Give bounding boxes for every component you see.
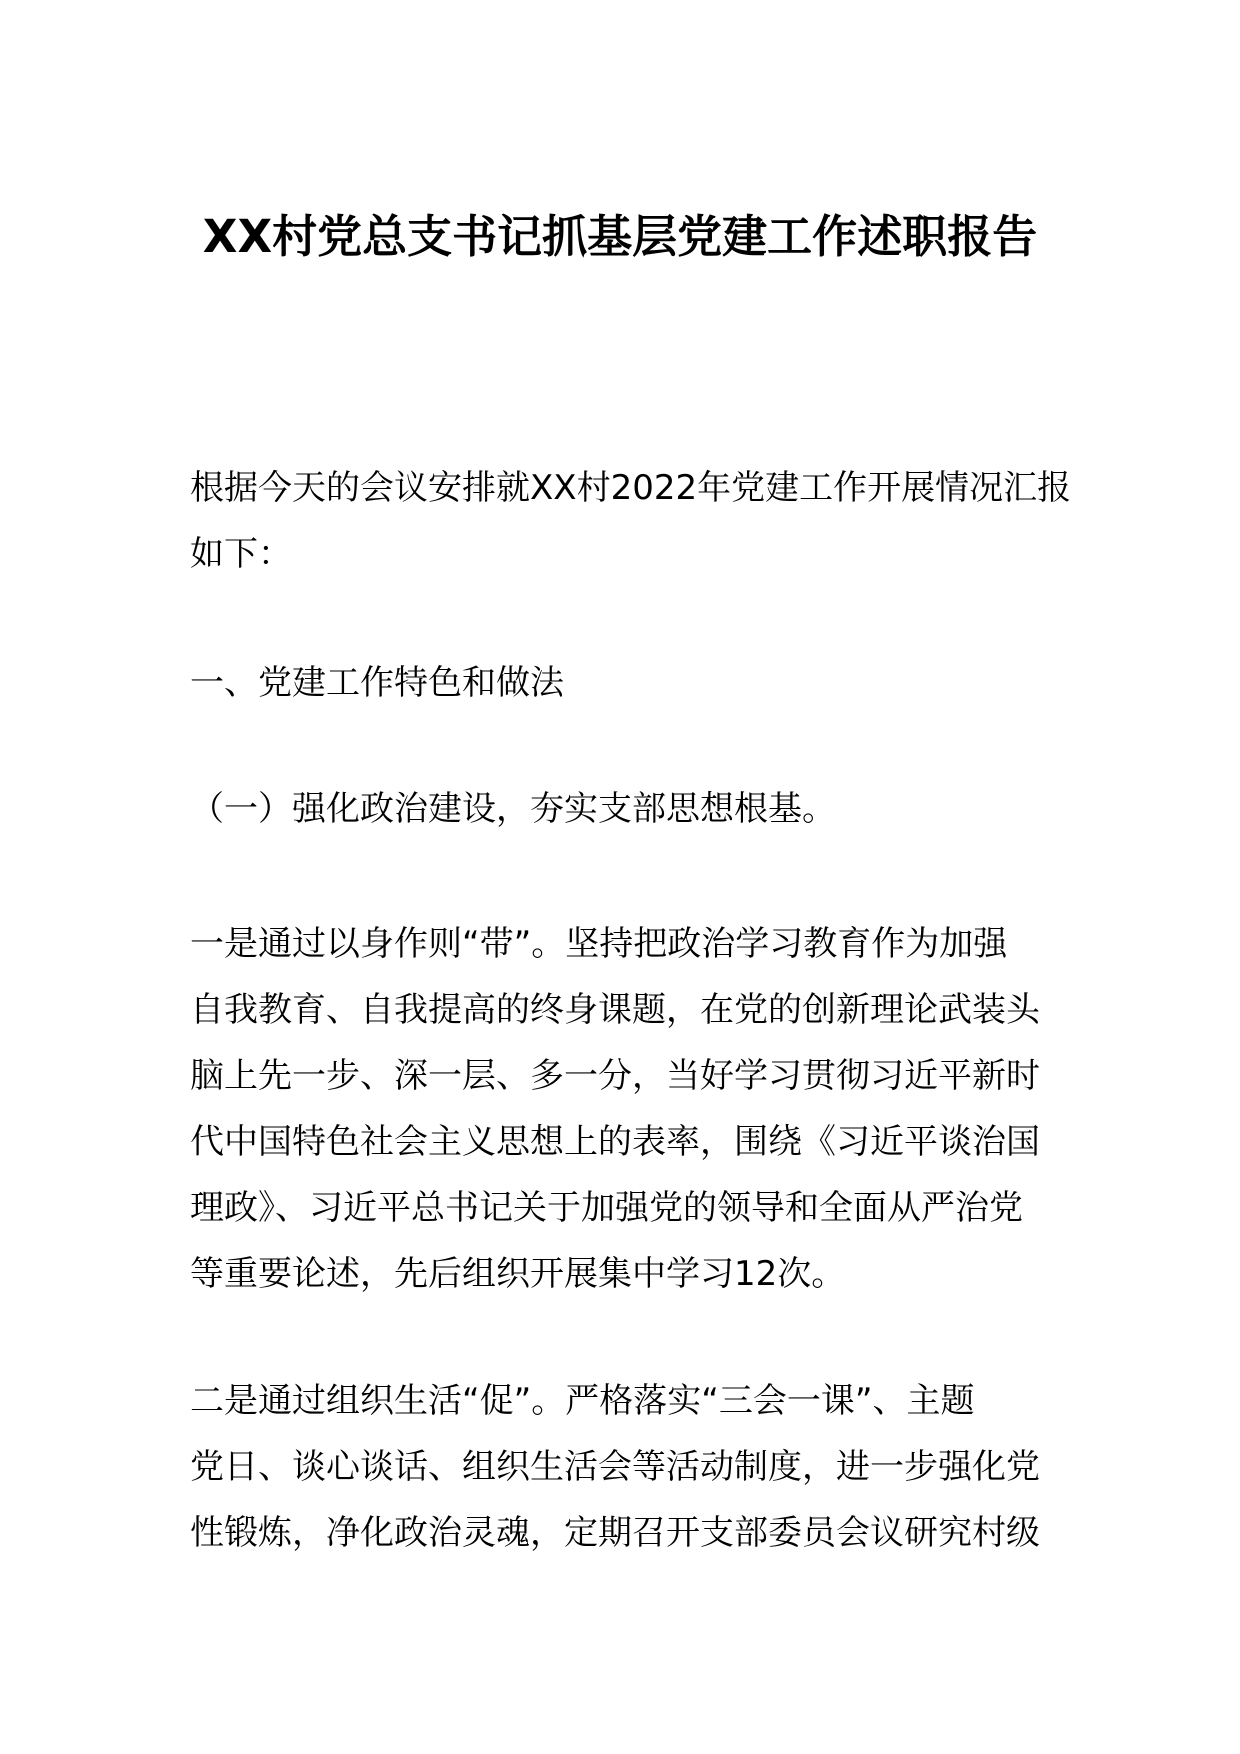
section-heading: [190, 650, 1070, 716]
text-line: 自我教育、自我提高的终身课题，在党的创新理论武装头: [190, 990, 1040, 1030]
text-line: 党日、谈心谈话、组织生活会等活动制度，进一步强化党: [190, 1447, 1040, 1487]
text-line: 二是通过组织生活“促”。严格落实“三会一课”、主题: [190, 1381, 975, 1421]
paragraph-1: [190, 911, 1070, 1307]
text-line: 代中国特色社会主义思想上的表率，围绕《习近平谈治国: [190, 1122, 1040, 1162]
text-line: 脑上先一步、深一层、多一分，当好学习贯彻习近平新时: [190, 1056, 1040, 1096]
text-line: 性锻炼，净化政治灵魂，定期召开支部委员会议研究村级: [190, 1513, 1040, 1553]
subsection-heading: [190, 776, 1070, 842]
text-line: （一）强化政治建设，夯实支部思想根基。: [190, 789, 836, 829]
text-line: 如下：: [190, 534, 292, 574]
paragraph-2: [190, 1368, 1070, 1566]
text-line: 理政》、习近平总书记关于加强党的领导和全面从严治党: [190, 1188, 1023, 1228]
text-line: 一是通过以身作则“带”。坚持把政治学习教育作为加强: [190, 924, 1008, 964]
document-title: XX村党总支书记抓基层党建工作述职报告: [202, 210, 1038, 263]
text-line: 一、党建工作特色和做法: [190, 663, 564, 703]
text-line: 根据今天的会议安排就XX村2022年党建工作开展情况汇报: [190, 468, 1072, 508]
text-line: 等重要论述，先后组织开展集中学习12次。: [190, 1254, 846, 1294]
intro-paragraph: [190, 455, 1070, 587]
